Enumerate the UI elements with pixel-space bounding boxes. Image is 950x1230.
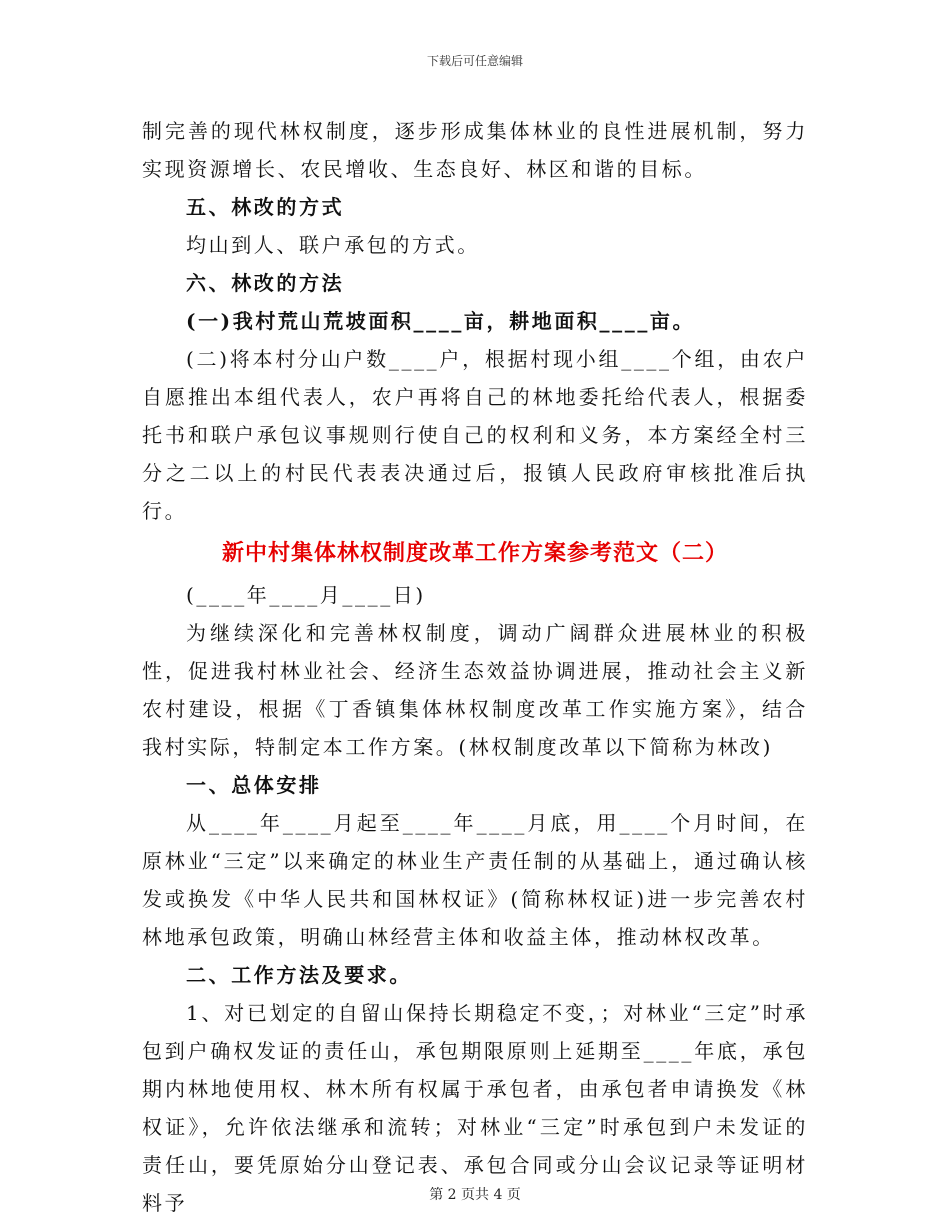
document-body xyxy=(142,112,808,1222)
paragraph-overall-plan: 从____年____月起至____年____月底，用____个月时间，在原林业“三定”以来确定的林业生产责任制的从基础上，通过确认核发或换发《中华人民共和国林权证》(简称林权证)进一步完善农村林地承包政策，明确山林经营主体和收益主体，推动林权改革。 xyxy=(142,811,808,949)
page-header: 下载后可任意编辑 xyxy=(426,54,523,68)
heading-overall-plan: 一、总体安排 xyxy=(186,773,322,797)
heading-reform-mode: 五、林改的方式 xyxy=(186,195,345,219)
paragraph-reform-mode: 均山到人、联户承包的方式。 xyxy=(186,233,480,257)
heading-reform-method: 六、林改的方法 xyxy=(186,271,345,295)
page-footer: 第 2 页共 4 页 xyxy=(429,1187,521,1203)
paragraph-area: (一)我村荒山荒坡面积____亩，耕地面积____亩。 xyxy=(186,309,696,333)
paragraph-intro: 为继续深化和完善林权制度，调动广阔群众进展林业的积极性，促进我村林业社会、经济生态效益协调进展，推动社会主义新农村建设，根据《丁香镇集体林权制度改革工作实施方案》，结合我村实际，特制定本工作方案。(林权制度改革以下简称为林改) xyxy=(142,621,808,759)
date-line: (____年____月____日) xyxy=(186,583,426,607)
paragraph-work-method-1: 1、对已划定的自留山保持长期稳定不变，；对林业“三定”时承包到户确权发证的责任山，承包期限原则上延期至____年底，承包期内林地使用权、林木所有权属于承包者，由承包者申请换发《林权证》，允许依法继承和流转；对林业“三定”时承包到户未发证的责任山，要凭原始分山登记表、承包合同或分山会议记录等证明材料予 xyxy=(142,1001,808,1215)
document-title: 新中村集体林权制度改革工作方案参考范文（二） xyxy=(221,540,728,566)
paragraph-goal: 制完善的现代林权制度，逐步形成集体林业的良性进展机制，努力实现资源增长、农民增收、生态良好、林区和谐的目标。 xyxy=(142,119,808,181)
paragraph-households: (二)将本村分山户数____户，根据村现小组____个组，由农户自愿推出本组代表人，农户再将自己的林地委托给代表人，根据委托书和联户承包议事规则行使自己的权利和义务，本方案经全村三分之二以上的村民代表表决通过后，报镇人民政府审核批准后执行。 xyxy=(142,347,808,523)
heading-work-method: 二、工作方法及要求。 xyxy=(186,963,412,987)
